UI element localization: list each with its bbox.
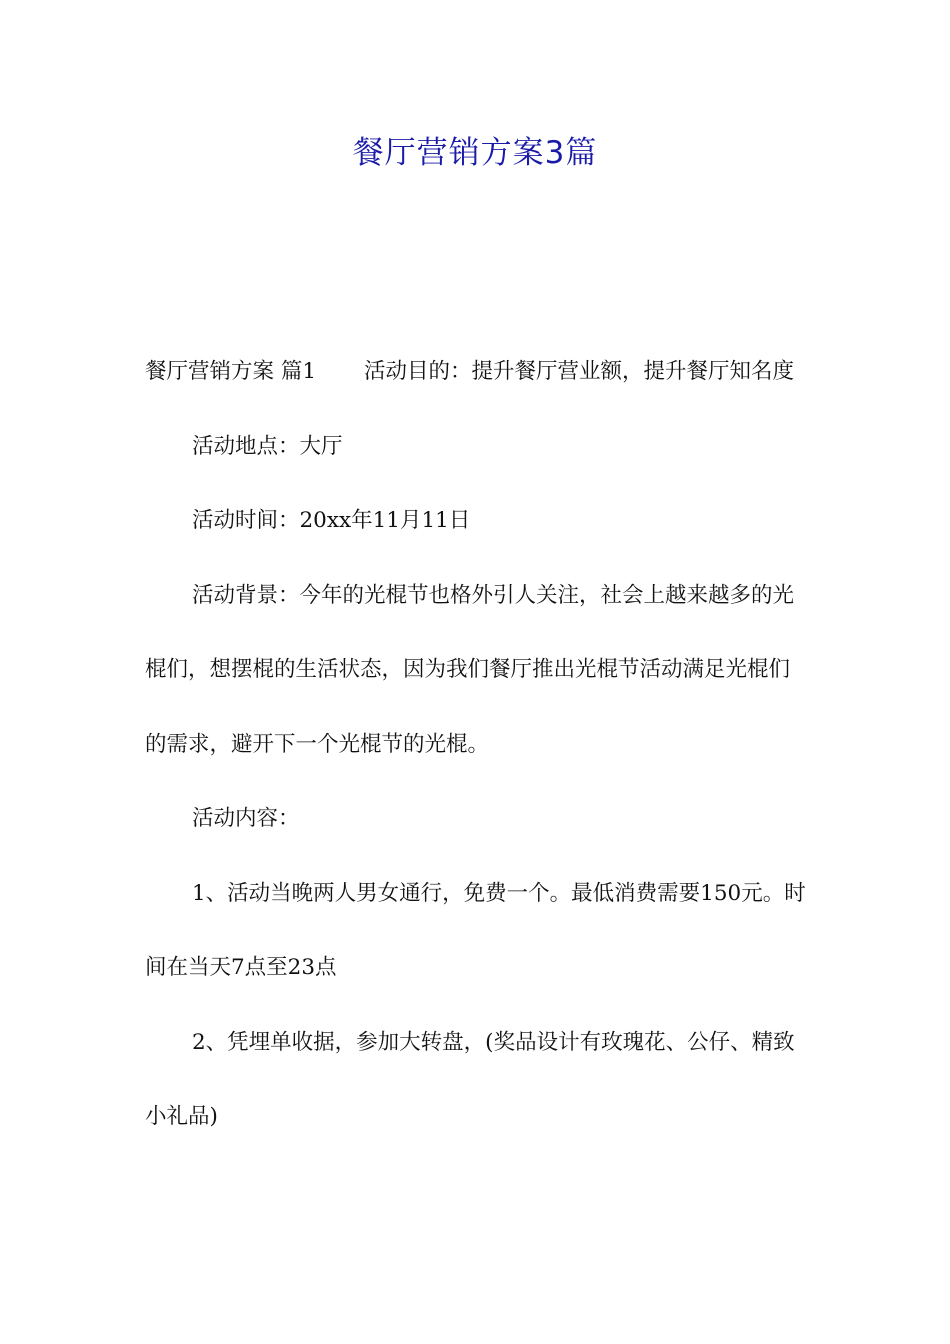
- paragraph-purpose-text: 活动目的：提升餐厅营业额，提升餐厅知名度: [364, 359, 795, 384]
- paragraph-background: 活动背景：今年的光棍节也格外引人关注，社会上越来越多的光棍们，想摆棍的生活状态，因为我们餐厅推出光棍节活动满足光棍们的需求，避开下一个光棍节的光棍。: [145, 582, 795, 757]
- section-label: 餐厅营销方案 篇1: [145, 359, 317, 384]
- paragraph-item-1: 1、活动当晚两人男女通行，免费一个。最低消费需要150元。时间在当天7点至23点: [145, 880, 806, 980]
- paragraph-location: 活动地点：大厅: [192, 433, 343, 459]
- paragraph-item-2: 2、凭埋单收据，参加大转盘，(奖品设计有玫瑰花、公仔、精致小礼品): [145, 1029, 795, 1129]
- paragraph-time: 活动时间：20xx年11月11日: [192, 508, 471, 533]
- paragraph-content-heading: 活动内容：: [192, 806, 300, 831]
- document-body: [145, 335, 810, 1155]
- paragraph-purpose: [145, 335, 810, 410]
- document-title: 餐厅营销方案3篇: [352, 135, 598, 171]
